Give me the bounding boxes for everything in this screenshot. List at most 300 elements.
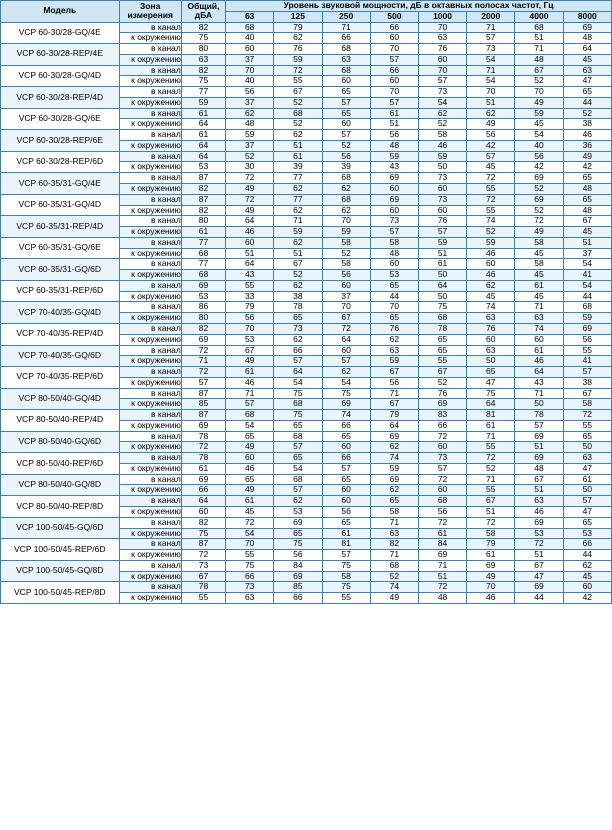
cell-total: 86 — [181, 302, 225, 313]
header-total: Общий, дБА — [181, 1, 225, 23]
cell-band-125: 38 — [274, 291, 322, 302]
cell-band-4000: 52 — [515, 205, 563, 216]
cell-band-1000: 68 — [418, 313, 466, 324]
cell-band-2000: 49 — [467, 119, 515, 130]
cell-band-63: 33 — [226, 291, 274, 302]
cell-band-125: 55 — [274, 76, 322, 87]
cell-band-8000: 44 — [563, 291, 611, 302]
cell-band-1000: 72 — [418, 474, 466, 485]
cell-total: 69 — [181, 280, 225, 291]
cell-band-500: 69 — [370, 474, 418, 485]
cell-band-8000: 46 — [563, 130, 611, 141]
cell-band-2000: 63 — [467, 313, 515, 324]
cell-zone: к окружению — [119, 528, 181, 539]
cell-band-8000: 54 — [563, 259, 611, 270]
cell-band-250: 56 — [322, 270, 370, 281]
cell-zone: к окружению — [119, 550, 181, 561]
cell-band-4000: 42 — [515, 162, 563, 173]
cell-total: 68 — [181, 248, 225, 259]
cell-zone: в канал — [119, 582, 181, 593]
cell-band-250: 60 — [322, 345, 370, 356]
cell-band-500: 64 — [370, 420, 418, 431]
cell-band-8000: 44 — [563, 97, 611, 108]
cell-band-4000: 53 — [515, 528, 563, 539]
cell-model: VCP 80-50/40-REP/6D — [1, 453, 120, 475]
cell-band-1000: 57 — [418, 227, 466, 238]
cell-band-500: 58 — [370, 237, 418, 248]
cell-band-125: 77 — [274, 194, 322, 205]
cell-model: VCP 70-40/35-GQ/4D — [1, 302, 120, 324]
cell-band-125: 75 — [274, 410, 322, 421]
table-row — [1, 87, 612, 98]
cell-total: 75 — [181, 33, 225, 44]
table-row — [1, 194, 612, 205]
cell-band-8000: 52 — [563, 108, 611, 119]
cell-band-8000: 68 — [563, 302, 611, 313]
cell-band-125: 57 — [274, 356, 322, 367]
cell-band-250: 70 — [322, 302, 370, 313]
cell-band-1000: 73 — [418, 453, 466, 464]
cell-zone: в канал — [119, 367, 181, 378]
cell-band-1000: 73 — [418, 173, 466, 184]
table-row — [1, 431, 612, 442]
header-band-500: 500 — [370, 11, 418, 22]
cell-band-1000: 70 — [418, 65, 466, 76]
cell-band-1000: 60 — [418, 442, 466, 453]
cell-total: 75 — [181, 528, 225, 539]
cell-band-8000: 65 — [563, 431, 611, 442]
table-row — [1, 474, 612, 485]
cell-band-8000: 55 — [563, 345, 611, 356]
cell-band-125: 61 — [274, 151, 322, 162]
cell-band-1000: 60 — [418, 205, 466, 216]
cell-total: 80 — [181, 313, 225, 324]
cell-band-63: 75 — [226, 560, 274, 571]
cell-band-125: 52 — [274, 119, 322, 130]
cell-band-8000: 65 — [563, 194, 611, 205]
cell-band-4000: 78 — [515, 410, 563, 421]
cell-band-125: 62 — [274, 334, 322, 345]
cell-zone: в канал — [119, 87, 181, 98]
cell-band-500: 44 — [370, 291, 418, 302]
cell-total: 82 — [181, 205, 225, 216]
cell-model: VCP 60-30/28-REP/6D — [1, 151, 120, 173]
cell-band-250: 75 — [322, 388, 370, 399]
cell-band-4000: 45 — [515, 291, 563, 302]
cell-band-8000: 65 — [563, 87, 611, 98]
cell-band-500: 62 — [370, 485, 418, 496]
cell-band-8000: 38 — [563, 377, 611, 388]
cell-band-8000: 64 — [563, 44, 611, 55]
cell-band-250: 81 — [322, 539, 370, 550]
cell-band-2000: 55 — [467, 184, 515, 195]
cell-band-500: 62 — [370, 334, 418, 345]
cell-band-500: 61 — [370, 108, 418, 119]
cell-band-8000: 60 — [563, 582, 611, 593]
cell-band-500: 69 — [370, 194, 418, 205]
cell-band-1000: 61 — [418, 528, 466, 539]
cell-band-63: 64 — [226, 216, 274, 227]
header-model: Модель — [1, 1, 120, 23]
cell-zone: в канал — [119, 388, 181, 399]
cell-band-500: 59 — [370, 463, 418, 474]
cell-band-63: 72 — [226, 173, 274, 184]
cell-band-250: 66 — [322, 420, 370, 431]
cell-band-2000: 72 — [467, 453, 515, 464]
cell-band-125: 79 — [274, 22, 322, 33]
cell-band-250: 52 — [322, 140, 370, 151]
cell-band-2000: 55 — [467, 205, 515, 216]
cell-band-125: 67 — [274, 259, 322, 270]
cell-band-250: 71 — [322, 22, 370, 33]
cell-model: VCP 60-35/31-GQ/4E — [1, 173, 120, 195]
cell-band-500: 56 — [370, 130, 418, 141]
cell-band-4000: 49 — [515, 97, 563, 108]
cell-total: 85 — [181, 399, 225, 410]
cell-band-2000: 61 — [467, 420, 515, 431]
cell-band-8000: 44 — [563, 550, 611, 561]
cell-band-8000: 58 — [563, 399, 611, 410]
cell-total: 69 — [181, 474, 225, 485]
cell-total: 77 — [181, 87, 225, 98]
cell-band-4000: 69 — [515, 431, 563, 442]
cell-band-125: 77 — [274, 173, 322, 184]
cell-band-2000: 67 — [467, 496, 515, 507]
cell-band-1000: 76 — [418, 216, 466, 227]
cell-model: VCP 80-50/40-GQ/8D — [1, 474, 120, 496]
cell-model: VCP 60-30/28-REP/6E — [1, 130, 120, 152]
header-band-63: 63 — [226, 11, 274, 22]
cell-band-8000: 63 — [563, 453, 611, 464]
cell-total: 61 — [181, 108, 225, 119]
table-row — [1, 216, 612, 227]
table-row — [1, 44, 612, 55]
cell-band-1000: 73 — [418, 87, 466, 98]
cell-band-500: 60 — [370, 33, 418, 44]
cell-band-4000: 48 — [515, 463, 563, 474]
cell-zone: к окружению — [119, 571, 181, 582]
cell-total: 80 — [181, 44, 225, 55]
cell-total: 64 — [181, 151, 225, 162]
cell-zone: к окружению — [119, 291, 181, 302]
cell-band-8000: 37 — [563, 248, 611, 259]
cell-band-125: 66 — [274, 593, 322, 604]
cell-zone: к окружению — [119, 97, 181, 108]
table-row — [1, 410, 612, 421]
table-row — [1, 323, 612, 334]
cell-band-125: 54 — [274, 463, 322, 474]
cell-band-63: 48 — [226, 119, 274, 130]
cell-band-2000: 59 — [467, 237, 515, 248]
cell-band-250: 59 — [322, 227, 370, 238]
cell-total: 75 — [181, 76, 225, 87]
cell-band-250: 57 — [322, 97, 370, 108]
cell-band-125: 62 — [274, 205, 322, 216]
cell-total: 59 — [181, 97, 225, 108]
cell-band-1000: 66 — [418, 420, 466, 431]
cell-band-1000: 57 — [418, 463, 466, 474]
cell-band-250: 57 — [322, 550, 370, 561]
table-header — [1, 1, 612, 23]
cell-model: VCP 60-30/28-GQ/4E — [1, 22, 120, 44]
cell-total: 87 — [181, 410, 225, 421]
cell-model: VCP 60-30/28-REP/4E — [1, 44, 120, 66]
cell-band-125: 85 — [274, 582, 322, 593]
cell-band-63: 55 — [226, 280, 274, 291]
cell-band-4000: 74 — [515, 323, 563, 334]
cell-model: VCP 100-50/45-GQ/6D — [1, 517, 120, 539]
cell-band-63: 40 — [226, 33, 274, 44]
cell-band-4000: 71 — [515, 302, 563, 313]
cell-band-63: 59 — [226, 130, 274, 141]
cell-band-4000: 72 — [515, 539, 563, 550]
cell-band-2000: 52 — [467, 227, 515, 238]
cell-band-500: 62 — [370, 442, 418, 453]
cell-band-500: 57 — [370, 54, 418, 65]
cell-band-250: 63 — [322, 54, 370, 65]
cell-model: VCP 80-50/40-REP/8D — [1, 496, 120, 518]
cell-band-250: 58 — [322, 237, 370, 248]
cell-band-8000: 49 — [563, 151, 611, 162]
cell-band-250: 65 — [322, 517, 370, 528]
cell-band-250: 75 — [322, 582, 370, 593]
cell-total: 69 — [181, 334, 225, 345]
cell-zone: в канал — [119, 259, 181, 270]
cell-band-500: 67 — [370, 399, 418, 410]
cell-band-4000: 58 — [515, 259, 563, 270]
cell-band-4000: 64 — [515, 367, 563, 378]
cell-band-63: 67 — [226, 345, 274, 356]
cell-band-8000: 45 — [563, 54, 611, 65]
cell-band-4000: 54 — [515, 130, 563, 141]
cell-band-8000: 65 — [563, 173, 611, 184]
table-row — [1, 259, 612, 270]
cell-band-2000: 55 — [467, 442, 515, 453]
cell-band-1000: 51 — [418, 571, 466, 582]
cell-band-2000: 76 — [467, 323, 515, 334]
cell-total: 78 — [181, 582, 225, 593]
cell-band-500: 57 — [370, 227, 418, 238]
cell-band-8000: 48 — [563, 184, 611, 195]
cell-band-125: 78 — [274, 302, 322, 313]
cell-band-125: 73 — [274, 323, 322, 334]
cell-zone: к окружению — [119, 248, 181, 259]
cell-band-4000: 60 — [515, 334, 563, 345]
cell-total: 77 — [181, 259, 225, 270]
cell-zone: к окружению — [119, 420, 181, 431]
cell-band-125: 72 — [274, 65, 322, 76]
cell-band-8000: 65 — [563, 517, 611, 528]
cell-band-250: 60 — [322, 442, 370, 453]
cell-band-250: 67 — [322, 313, 370, 324]
cell-band-250: 57 — [322, 130, 370, 141]
cell-band-4000: 51 — [515, 33, 563, 44]
cell-total: 55 — [181, 593, 225, 604]
cell-band-2000: 72 — [467, 194, 515, 205]
cell-band-2000: 72 — [467, 517, 515, 528]
cell-zone: к окружению — [119, 227, 181, 238]
cell-band-125: 59 — [274, 54, 322, 65]
cell-band-250: 60 — [322, 76, 370, 87]
cell-zone: в канал — [119, 474, 181, 485]
cell-band-2000: 54 — [467, 76, 515, 87]
cell-band-500: 60 — [370, 76, 418, 87]
cell-band-2000: 54 — [467, 54, 515, 65]
cell-band-63: 70 — [226, 65, 274, 76]
cell-band-250: 62 — [322, 184, 370, 195]
cell-band-2000: 65 — [467, 367, 515, 378]
cell-band-500: 59 — [370, 356, 418, 367]
cell-band-500: 65 — [370, 313, 418, 324]
cell-band-125: 65 — [274, 528, 322, 539]
cell-model: VCP 100-50/45-GQ/8D — [1, 560, 120, 582]
cell-band-500: 70 — [370, 87, 418, 98]
cell-band-2000: 46 — [467, 593, 515, 604]
cell-band-1000: 54 — [418, 97, 466, 108]
cell-band-8000: 59 — [563, 313, 611, 324]
cell-band-250: 68 — [322, 44, 370, 55]
cell-band-8000: 45 — [563, 571, 611, 582]
cell-band-63: 56 — [226, 313, 274, 324]
cell-band-4000: 57 — [515, 420, 563, 431]
cell-band-1000: 67 — [418, 367, 466, 378]
cell-band-1000: 76 — [418, 388, 466, 399]
cell-band-63: 68 — [226, 410, 274, 421]
cell-band-4000: 69 — [515, 173, 563, 184]
cell-band-250: 52 — [322, 248, 370, 259]
table-row — [1, 367, 612, 378]
cell-band-250: 65 — [322, 87, 370, 98]
cell-band-2000: 62 — [467, 108, 515, 119]
cell-band-8000: 45 — [563, 227, 611, 238]
cell-band-2000: 74 — [467, 216, 515, 227]
cell-band-500: 59 — [370, 151, 418, 162]
cell-band-1000: 50 — [418, 291, 466, 302]
cell-model: VCP 80-50/40-GQ/6D — [1, 431, 120, 453]
cell-band-4000: 69 — [515, 453, 563, 464]
cell-band-250: 65 — [322, 431, 370, 442]
cell-band-1000: 51 — [418, 248, 466, 259]
cell-zone: к окружению — [119, 33, 181, 44]
cell-band-500: 66 — [370, 65, 418, 76]
cell-total: 82 — [181, 323, 225, 334]
table-row — [1, 108, 612, 119]
cell-zone: к окружению — [119, 485, 181, 496]
cell-band-2000: 74 — [467, 302, 515, 313]
table-row — [1, 280, 612, 291]
cell-zone: в канал — [119, 496, 181, 507]
cell-zone: к окружению — [119, 399, 181, 410]
cell-total: 87 — [181, 388, 225, 399]
cell-total: 78 — [181, 453, 225, 464]
cell-band-2000: 51 — [467, 506, 515, 517]
cell-band-2000: 62 — [467, 280, 515, 291]
cell-band-8000: 38 — [563, 119, 611, 130]
cell-model: VCP 70-40/35-GQ/6D — [1, 345, 120, 367]
cell-band-500: 48 — [370, 248, 418, 259]
table-row — [1, 65, 612, 76]
cell-band-125: 57 — [274, 442, 322, 453]
cell-band-1000: 52 — [418, 119, 466, 130]
cell-band-500: 63 — [370, 345, 418, 356]
cell-band-125: 64 — [274, 367, 322, 378]
cell-band-4000: 51 — [515, 550, 563, 561]
cell-band-2000: 71 — [467, 22, 515, 33]
cell-band-63: 79 — [226, 302, 274, 313]
cell-band-125: 68 — [274, 474, 322, 485]
cell-band-1000: 59 — [418, 237, 466, 248]
cell-band-500: 43 — [370, 162, 418, 173]
cell-total: 78 — [181, 431, 225, 442]
cell-band-8000: 47 — [563, 463, 611, 474]
cell-band-250: 58 — [322, 259, 370, 270]
cell-band-125: 65 — [274, 313, 322, 324]
cell-zone: к окружению — [119, 162, 181, 173]
table-row — [1, 345, 612, 356]
cell-band-250: 64 — [322, 334, 370, 345]
cell-zone: к окружению — [119, 377, 181, 388]
cell-band-250: 66 — [322, 453, 370, 464]
cell-band-125: 68 — [274, 399, 322, 410]
cell-band-125: 69 — [274, 571, 322, 582]
cell-band-4000: 44 — [515, 593, 563, 604]
cell-band-2000: 51 — [467, 97, 515, 108]
cell-zone: к окружению — [119, 205, 181, 216]
cell-zone: в канал — [119, 345, 181, 356]
cell-band-500: 71 — [370, 517, 418, 528]
cell-band-125: 75 — [274, 388, 322, 399]
cell-band-4000: 69 — [515, 194, 563, 205]
cell-zone: в канал — [119, 431, 181, 442]
cell-zone: к окружению — [119, 140, 181, 151]
cell-total: 87 — [181, 173, 225, 184]
cell-band-1000: 48 — [418, 593, 466, 604]
cell-band-125: 62 — [274, 237, 322, 248]
cell-band-2000: 45 — [467, 291, 515, 302]
cell-band-8000: 50 — [563, 485, 611, 496]
cell-model: VCP 60-30/28-GQ/6E — [1, 108, 120, 130]
cell-band-4000: 52 — [515, 76, 563, 87]
cell-band-8000: 48 — [563, 33, 611, 44]
cell-band-250: 61 — [322, 528, 370, 539]
cell-band-500: 60 — [370, 184, 418, 195]
cell-band-1000: 62 — [418, 108, 466, 119]
cell-band-4000: 68 — [515, 22, 563, 33]
table-row — [1, 496, 612, 507]
cell-zone: к окружению — [119, 593, 181, 604]
cell-band-4000: 61 — [515, 280, 563, 291]
table-row — [1, 539, 612, 550]
cell-total: 72 — [181, 550, 225, 561]
cell-band-2000: 60 — [467, 334, 515, 345]
cell-band-4000: 46 — [515, 356, 563, 367]
cell-band-4000: 67 — [515, 65, 563, 76]
cell-zone: к окружению — [119, 119, 181, 130]
cell-band-125: 39 — [274, 162, 322, 173]
cell-band-8000: 57 — [563, 496, 611, 507]
cell-band-125: 51 — [274, 140, 322, 151]
cell-band-4000: 63 — [515, 313, 563, 324]
cell-band-1000: 72 — [418, 517, 466, 528]
cell-band-63: 63 — [226, 593, 274, 604]
cell-zone: в канал — [119, 323, 181, 334]
cell-band-63: 49 — [226, 356, 274, 367]
cell-zone: к окружению — [119, 76, 181, 87]
cell-band-63: 70 — [226, 539, 274, 550]
cell-band-250: 68 — [322, 65, 370, 76]
cell-band-2000: 72 — [467, 173, 515, 184]
cell-band-250: 75 — [322, 560, 370, 571]
